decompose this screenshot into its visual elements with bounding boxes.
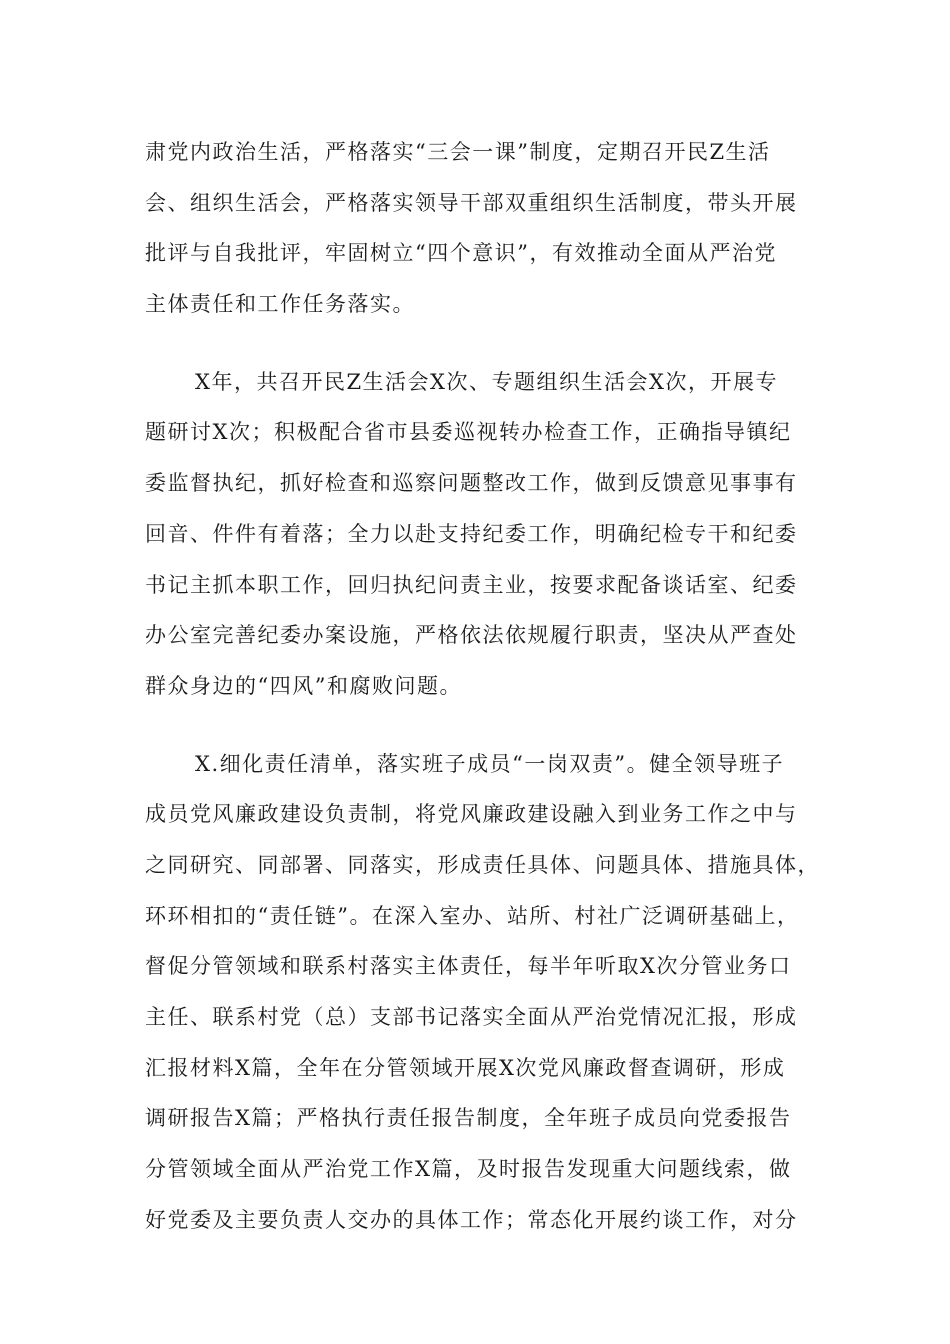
document-body bbox=[145, 133, 835, 1251]
paragraph-gap bbox=[145, 718, 835, 745]
paragraph-line: 批评与自我批评，牢固树立“四个意识”，有效推动全面从严治党 bbox=[145, 241, 777, 266]
paragraph-2 bbox=[145, 363, 835, 718]
paragraph-line: 办公室完善纪委办案设施，严格依法依规履行职责，坚决从严查处 bbox=[145, 623, 798, 648]
paragraph-line: 汇报材料X篇，全年在分管领域开展X次党风廉政督查调研，形成 bbox=[145, 1055, 786, 1080]
paragraph-line: 主任、联系村党（总）支部书记落实全面从严治党情况汇报，形成 bbox=[145, 1005, 798, 1029]
paragraph-line: 群众身边的“四风”和腐败问题。 bbox=[145, 673, 462, 698]
paragraph-line: 题研讨X次；积极配合省市县委巡视转办检查工作，正确指导镇纪 bbox=[145, 420, 792, 445]
paragraph-line: 分管领域全面从严治党工作X篇，及时报告发现重大问题线索，做 bbox=[145, 1157, 792, 1182]
paragraph-line: X.细化责任清单，落实班子成员“一岗双责”。健全领导班子 bbox=[195, 751, 785, 776]
paragraph-line: 调研报告X篇；严格执行责任报告制度，全年班子成员向党委报告 bbox=[145, 1106, 792, 1131]
paragraph-line: 督促分管领域和联系村落实主体责任，每半年听取X次分管业务口 bbox=[145, 954, 792, 979]
paragraph-line: 书记主抓本职工作，回归执纪问责主业，按要求配备谈话室、纪委 bbox=[145, 572, 798, 597]
paragraph-line: 成员党风廉政建设负责制，将党风廉政建设融入到业务工作之中与 bbox=[145, 802, 798, 827]
paragraph-3 bbox=[145, 745, 835, 1252]
paragraph-line: 回音、件件有着落；全力以赴支持纪委工作，明确纪检专干和纪委 bbox=[145, 521, 798, 546]
paragraph-line: 肃党内政治生活，严格落实“三会一课”制度，定期召开民Z生活 bbox=[145, 140, 771, 164]
paragraph-line: 好党委及主要负责人交办的具体工作；常态化开展约谈工作，对分 bbox=[145, 1207, 798, 1232]
paragraph-1 bbox=[145, 133, 835, 336]
paragraph-line: 主体责任和工作任务落实。 bbox=[145, 292, 415, 317]
paragraph-line: 会、组织生活会，严格落实领导干部双重组织生活制度，带头开展 bbox=[145, 190, 798, 215]
paragraph-gap bbox=[145, 336, 835, 363]
paragraph-line: X年，共召开民Z生活会X次、专题组织生活会X次，开展专 bbox=[195, 369, 778, 394]
paragraph-line: 之同研究、同部署、同落实，形成责任具体、问题具体、措施具体， bbox=[145, 852, 820, 877]
paragraph-line: 委监督执纪，抓好检查和巡察问题整改工作，做到反馈意见事事有 bbox=[145, 471, 798, 496]
paragraph-line: 环环相扣的“责任链”。在深入室办、站所、村社广泛调研基础上， bbox=[145, 903, 800, 928]
